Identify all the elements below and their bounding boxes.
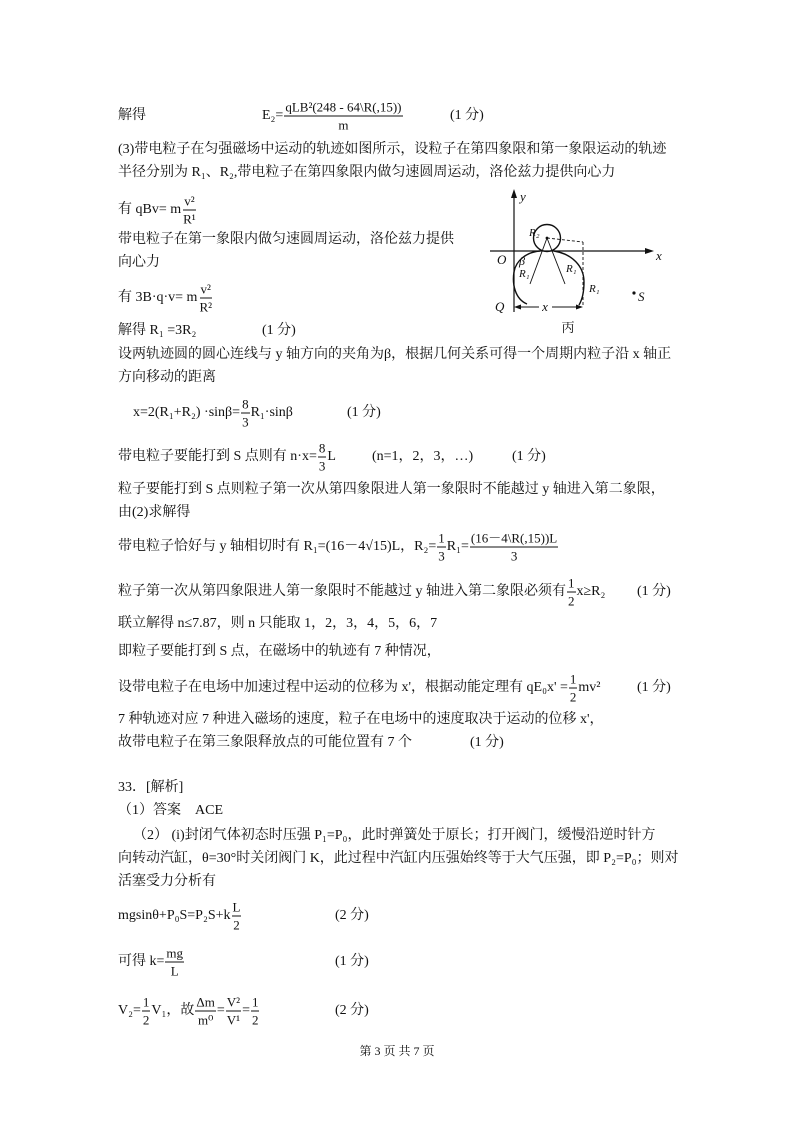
figure-caption: 丙 — [561, 320, 575, 335]
equation-cross-limit — [118, 576, 605, 609]
hit-lhs: 带电粒子要能打到 S 点则有 n·x= — [118, 449, 317, 465]
n-range: 联立解得 n≤7.87，则 n 只能取 1，2，3，4，5，6，7 — [118, 616, 438, 631]
quadrant1-text-line1: 带电粒子在第一象限内做匀速圆周运动，洛伦兹力提供 — [118, 232, 454, 247]
hit-condition: (n=1，2，3，…) — [372, 449, 474, 464]
v-equals2: = — [242, 1003, 250, 1019]
tangent-denominator1: 3 — [438, 548, 445, 564]
k-numerator: mg — [166, 945, 184, 961]
radius-r1-left-label: R₁ — [519, 268, 530, 280]
radius-r1-mid-label: R₁ — [566, 263, 577, 275]
eq1-fraction — [182, 194, 197, 227]
k-lhs: 可得 k= — [118, 954, 165, 970]
score-force: (2 分) — [335, 908, 369, 923]
e2-denominator: m — [338, 117, 349, 133]
energy-denominator: 2 — [569, 689, 577, 705]
cross-fraction — [567, 576, 576, 609]
q33-part2-line1: （2） (i)封闭气体初态时压强 P₁=P₀，此时弹簧处于原长；打开阀门，缓慢沿逆时针方 — [133, 828, 656, 843]
energy-rhs: mv² — [578, 680, 601, 696]
speed-line: 7 种轨迹对应 7 种进入磁场的速度，粒子在电场中的速度取决于运动的位移 x'， — [118, 712, 604, 727]
tangent-denominator2: 3 — [510, 548, 518, 564]
energy-lhs: 设带电粒子在电场中加速过程中运动的位移为 x'，根据动能定理有 qE₀x' = — [118, 680, 568, 696]
point-q-label: Q — [495, 299, 505, 314]
displacement-label: x — [542, 299, 548, 314]
tangent-fraction1 — [437, 531, 446, 564]
e2-solve-label: 解得 — [118, 108, 146, 123]
equation-spring-k — [118, 946, 185, 979]
v-numerator2: Δm — [196, 994, 215, 1010]
dist-fraction — [241, 397, 250, 430]
score-volume: (2 分) — [335, 1003, 369, 1018]
geometry-line1: 设两轨迹圆的圆心连线与 y 轴方向的夹角为β，根据几何关系可得一个周期内粒子沿 x 轴正 — [118, 347, 672, 362]
e2-lhs: E₂= — [262, 108, 284, 124]
score-cross: (1 分) — [637, 584, 671, 599]
equation-volume-ratio — [118, 995, 260, 1028]
v-lhs: V₂= — [118, 1003, 141, 1019]
k-denominator: L — [170, 963, 179, 979]
e2-fraction — [284, 100, 402, 133]
v-denominator4: 2 — [251, 1012, 259, 1028]
e2-numerator: qLB²(248 - 64\R(,15)) — [285, 99, 402, 115]
hit-numerator: 8 — [318, 440, 326, 456]
score-energy: (1 分) — [637, 680, 671, 695]
eq2-denominator: R² — [199, 299, 213, 315]
cross-numerator: 1 — [568, 575, 575, 591]
v-numerator4: 1 — [251, 994, 259, 1010]
equation-quadrant4-force — [118, 194, 198, 227]
cross-denominator: 2 — [568, 593, 575, 609]
n-cases: 即粒子要能打到 S 点，在磁场中的轨迹有 7 种情况， — [118, 644, 441, 659]
dist-lhs: x=2(R₁+R₂) ·sinβ= — [133, 405, 241, 421]
positions-line: 故带电粒子在第三象限释放点的可能位置有 7 个 — [118, 735, 412, 750]
k-fraction — [165, 946, 184, 979]
hit-fraction — [318, 441, 327, 474]
limit-line2: 由(2)求解得 — [118, 505, 191, 520]
dist-rhs: R₁·sinβ — [250, 405, 293, 421]
point-s-dot — [632, 291, 635, 294]
center-line-right — [547, 238, 565, 284]
radius-r1-right-label: R₁ — [589, 283, 600, 295]
score-positions: (1 分) — [470, 735, 504, 750]
equation-hit-s — [118, 441, 336, 474]
y-axis-label: y — [520, 189, 526, 204]
q33-answer-1: （1）答案 ACE — [118, 803, 223, 818]
tangent-fraction2 — [470, 531, 558, 564]
force-denominator: 2 — [233, 917, 240, 933]
geometry-line2: 方向移动的距离 — [118, 370, 216, 385]
tangent-numerator2: (16－4\R(,15))L — [470, 530, 558, 546]
quadrant1-text-line2: 向心力 — [118, 255, 160, 270]
cross-rhs: x≥R₂ — [576, 584, 606, 600]
page-footer: 第 3 页 共 7 页 — [359, 1044, 435, 1058]
part3-intro-line1: (3)带电粒子在匀强磁场中运动的轨迹如图所示，设粒子在第四象限和第一象限运动的轨迹 — [118, 142, 667, 157]
eq2-lhs: 有 3B·q·v= m — [118, 290, 198, 306]
equation-tangent — [118, 531, 559, 564]
v-equals1: = — [216, 1003, 225, 1019]
force-numerator: L — [232, 899, 241, 915]
equation-distance — [133, 397, 293, 430]
radius-ratio: 解得 R₁ =3R₂ — [118, 323, 197, 338]
dist-numerator: 8 — [242, 396, 249, 412]
hit-rhs: L — [327, 449, 336, 465]
cross-lhs: 粒子第一次从第四象限进人第一象限时不能越过 y 轴进入第二象限必须有 — [118, 584, 566, 600]
tangent-numerator1: 1 — [438, 530, 445, 546]
v-numerator3: V² — [226, 994, 241, 1010]
displacement-arrow-left — [514, 305, 521, 310]
score-ratio: (1 分) — [262, 323, 296, 338]
radius-dashed-horizontal — [547, 238, 583, 242]
v-fraction3 — [226, 995, 241, 1028]
center-line-left — [530, 238, 547, 284]
score-e2: (1 分) — [450, 108, 484, 123]
v-denominator2: m⁰ — [197, 1012, 214, 1028]
tangent-lhs: 带电粒子恰好与 y 轴相切时有 R₁=(16－4√15)L，R₂= — [118, 539, 437, 555]
angle-beta-label: β — [519, 254, 525, 268]
v-mid: V₁，故 — [151, 1003, 195, 1019]
equation-energy — [118, 672, 600, 705]
point-s-label: S — [638, 289, 645, 304]
score-distance: (1 分) — [347, 405, 381, 420]
x-axis-arrow — [645, 248, 654, 254]
equation-quadrant1-force — [118, 282, 214, 315]
v-fraction4 — [251, 995, 260, 1028]
eq1-numerator: v² — [184, 193, 195, 209]
trajectory-figure — [486, 186, 670, 336]
dist-denominator: 3 — [242, 414, 249, 430]
v-denominator3: V¹ — [226, 1012, 241, 1028]
q33-part2-line2: 向转动汽缸，θ=30°时关闭阀门 K，此过程中汽缸内压强始终等于大气压强，即 P₂=P₀；则对 — [118, 851, 679, 866]
v-fraction2 — [195, 995, 215, 1028]
trajectory-arc-right — [554, 251, 584, 305]
eq2-numerator: v² — [200, 281, 211, 297]
e2-formula — [262, 100, 404, 133]
v-fraction1 — [142, 995, 151, 1028]
q33-part2-line3: 活塞受力分析有 — [118, 874, 216, 889]
q33-heading: 33．[解析] — [118, 780, 184, 795]
force-fraction — [232, 900, 242, 933]
energy-fraction — [569, 672, 578, 705]
eq1-lhs: 有 qBv= m — [118, 202, 182, 218]
limit-line1: 粒子要能打到 S 点则粒子第一次从第四象限进人第一象限时不能越过 y 轴进入第二象限， — [118, 482, 665, 497]
radius-r2-label: R₂ — [529, 227, 540, 239]
energy-numerator: 1 — [569, 671, 577, 687]
equation-piston-force — [118, 900, 242, 933]
part3-intro-line2: 半径分别为 R₁、R₂,带电粒子在第四象限内做匀速圆周运动，洛伦兹力提供向心力 — [118, 165, 616, 180]
eq1-denominator: R¹ — [183, 211, 196, 227]
score-hit: (1 分) — [512, 449, 546, 464]
score-k: (1 分) — [335, 954, 369, 969]
force-lhs: mgsinθ+P₀S=P₂S+k — [118, 908, 231, 924]
x-axis-label: x — [656, 248, 662, 263]
v-numerator1: 1 — [142, 994, 150, 1010]
v-denominator1: 2 — [142, 1012, 150, 1028]
y-axis-arrow — [511, 189, 517, 198]
tangent-mid: R₁= — [446, 539, 469, 555]
eq2-fraction — [198, 282, 213, 315]
hit-denominator: 3 — [318, 458, 326, 474]
origin-label: O — [497, 252, 507, 267]
